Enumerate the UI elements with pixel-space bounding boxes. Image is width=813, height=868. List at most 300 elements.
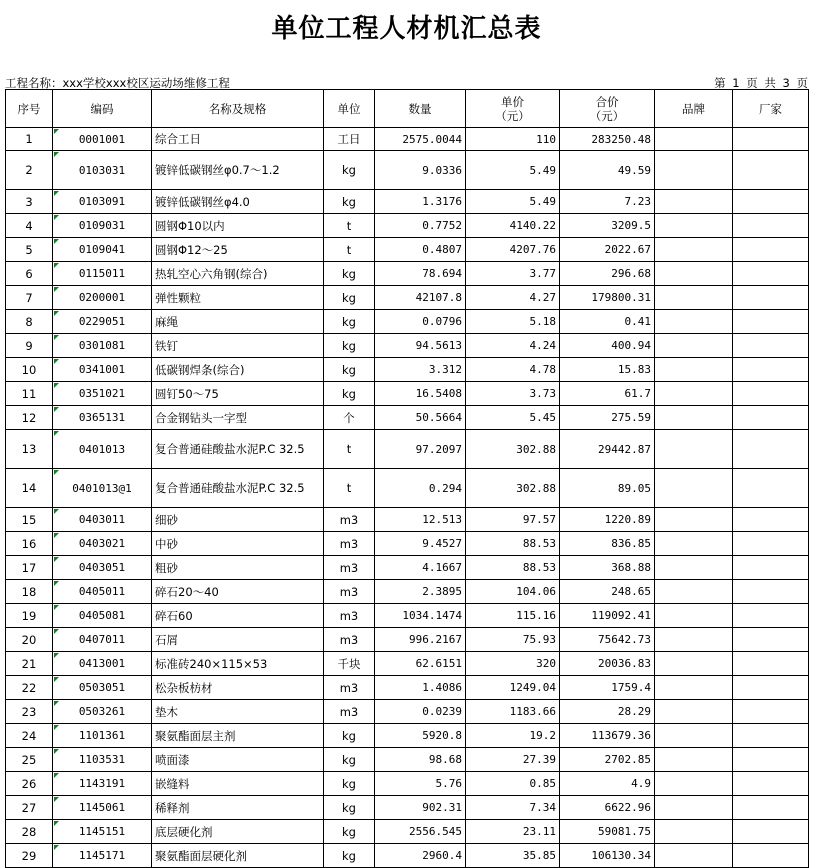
cell-qty: 902.31	[375, 796, 466, 820]
cell-name: 碎石20～40	[152, 580, 324, 604]
cell-brand	[655, 748, 733, 772]
cell-name: 稀释剂	[152, 796, 324, 820]
cell-maker	[733, 262, 809, 286]
cell-code: 0403051	[53, 556, 152, 580]
cell-brand	[655, 334, 733, 358]
cell-code: 0301081	[53, 334, 152, 358]
cell-name: 聚氨酯面层主剂	[152, 724, 324, 748]
cell-unit-price: 5.49	[466, 151, 560, 190]
cell-unit: kg	[324, 796, 375, 820]
cell-unit: kg	[324, 844, 375, 868]
cell-code: 0103031	[53, 151, 152, 190]
cell-name: 嵌缝料	[152, 772, 324, 796]
cell-code: 0407011	[53, 628, 152, 652]
col-header-unit-price: 单价 （元）	[466, 90, 560, 128]
cell-total-price: 296.68	[560, 262, 655, 286]
cell-code: 0503051	[53, 676, 152, 700]
cell-name: 底层硬化剂	[152, 820, 324, 844]
cell-qty: 0.0239	[375, 700, 466, 724]
cell-code: 0405081	[53, 604, 152, 628]
cell-name: 铁钉	[152, 334, 324, 358]
table-row	[6, 382, 809, 406]
cell-name: 细砂	[152, 508, 324, 532]
cell-maker	[733, 238, 809, 262]
cell-unit: m3	[324, 676, 375, 700]
cell-unit: m3	[324, 556, 375, 580]
cell-no: 10	[6, 358, 53, 382]
cell-name: 复合普通硅酸盐水泥P.C 32.5	[152, 430, 324, 469]
cell-unit-price: 110	[466, 128, 560, 151]
cell-unit-price: 75.93	[466, 628, 560, 652]
cell-qty: 50.5664	[375, 406, 466, 430]
cell-brand	[655, 580, 733, 604]
cell-maker	[733, 748, 809, 772]
cell-no: 8	[6, 310, 53, 334]
cell-no: 16	[6, 532, 53, 556]
cell-code: 0200001	[53, 286, 152, 310]
cell-brand	[655, 556, 733, 580]
cell-qty: 9.4527	[375, 532, 466, 556]
cell-no: 14	[6, 469, 53, 508]
table-row	[6, 286, 809, 310]
cell-unit: kg	[324, 772, 375, 796]
table-row	[6, 556, 809, 580]
table-row	[6, 700, 809, 724]
cell-no: 11	[6, 382, 53, 406]
table-row	[6, 469, 809, 508]
cell-unit-price: 5.45	[466, 406, 560, 430]
cell-no: 27	[6, 796, 53, 820]
cell-name: 圆钉50～75	[152, 382, 324, 406]
cell-code: 0503261	[53, 700, 152, 724]
cell-brand	[655, 700, 733, 724]
table-row	[6, 796, 809, 820]
cell-code: 0109031	[53, 214, 152, 238]
cell-code: 1145151	[53, 820, 152, 844]
cell-unit-price: 3.73	[466, 382, 560, 406]
cell-total-price: 61.7	[560, 382, 655, 406]
cell-total-price: 113679.36	[560, 724, 655, 748]
cell-no: 23	[6, 700, 53, 724]
cell-total-price: 7.23	[560, 190, 655, 214]
cell-total-price: 106130.34	[560, 844, 655, 868]
cell-name: 石屑	[152, 628, 324, 652]
cell-total-price: 59081.75	[560, 820, 655, 844]
cell-total-price: 368.88	[560, 556, 655, 580]
table-row	[6, 748, 809, 772]
cell-maker	[733, 700, 809, 724]
cell-maker	[733, 214, 809, 238]
cell-qty: 1.3176	[375, 190, 466, 214]
table-row	[6, 262, 809, 286]
cell-unit-price: 115.16	[466, 604, 560, 628]
report-info-bar	[5, 75, 808, 89]
cell-qty: 98.68	[375, 748, 466, 772]
cell-no: 20	[6, 628, 53, 652]
cell-qty: 4.1667	[375, 556, 466, 580]
cell-maker	[733, 628, 809, 652]
cell-brand	[655, 430, 733, 469]
cell-unit-price: 4.27	[466, 286, 560, 310]
cell-no: 21	[6, 652, 53, 676]
cell-total-price: 275.59	[560, 406, 655, 430]
cell-qty: 2960.4	[375, 844, 466, 868]
cell-total-price: 400.94	[560, 334, 655, 358]
cell-no: 2	[6, 151, 53, 190]
col-header-code: 编码	[53, 90, 152, 128]
cell-brand	[655, 310, 733, 334]
cell-unit: t	[324, 214, 375, 238]
table-row	[6, 604, 809, 628]
cell-code: 0103091	[53, 190, 152, 214]
cell-maker	[733, 358, 809, 382]
cell-brand	[655, 772, 733, 796]
cell-unit: 个	[324, 406, 375, 430]
cell-name: 圆钢Φ12～25	[152, 238, 324, 262]
cell-unit: kg	[324, 334, 375, 358]
cell-name: 中砂	[152, 532, 324, 556]
cell-name: 标准砖240×115×53	[152, 652, 324, 676]
cell-qty: 97.2097	[375, 430, 466, 469]
cell-brand	[655, 382, 733, 406]
cell-brand	[655, 724, 733, 748]
table-row	[6, 334, 809, 358]
cell-maker	[733, 508, 809, 532]
cell-code: 0001001	[53, 128, 152, 151]
cell-qty: 5920.8	[375, 724, 466, 748]
cell-qty: 1034.1474	[375, 604, 466, 628]
cell-unit-price: 5.18	[466, 310, 560, 334]
table-row	[6, 310, 809, 334]
cell-no: 28	[6, 820, 53, 844]
cell-unit: kg	[324, 310, 375, 334]
cell-total-price: 248.65	[560, 580, 655, 604]
table-row	[6, 128, 809, 151]
cell-name: 低碳钢焊条(综合)	[152, 358, 324, 382]
cell-unit: kg	[324, 382, 375, 406]
table-row	[6, 508, 809, 532]
cell-no: 3	[6, 190, 53, 214]
cell-brand	[655, 128, 733, 151]
cell-name: 热轧空心六角钢(综合)	[152, 262, 324, 286]
cell-no: 7	[6, 286, 53, 310]
cell-unit-price: 1183.66	[466, 700, 560, 724]
cell-brand	[655, 214, 733, 238]
cell-unit: kg	[324, 286, 375, 310]
cell-maker	[733, 796, 809, 820]
cell-brand	[655, 238, 733, 262]
table-row	[6, 772, 809, 796]
cell-unit-price: 88.53	[466, 556, 560, 580]
cell-unit: m3	[324, 532, 375, 556]
cell-unit: m3	[324, 604, 375, 628]
cell-qty: 62.6151	[375, 652, 466, 676]
cell-brand	[655, 820, 733, 844]
cell-unit: t	[324, 430, 375, 469]
cell-qty: 16.5408	[375, 382, 466, 406]
cell-brand	[655, 604, 733, 628]
table-row	[6, 190, 809, 214]
cell-code: 1143191	[53, 772, 152, 796]
cell-brand	[655, 628, 733, 652]
table-row	[6, 406, 809, 430]
cell-no: 18	[6, 580, 53, 604]
cell-name: 综合工日	[152, 128, 324, 151]
cell-no: 22	[6, 676, 53, 700]
cell-maker	[733, 469, 809, 508]
cell-unit-price: 4207.76	[466, 238, 560, 262]
cell-unit-price: 3.77	[466, 262, 560, 286]
cell-maker	[733, 286, 809, 310]
col-header-total-price: 合价 （元）	[560, 90, 655, 128]
cell-maker	[733, 724, 809, 748]
cell-qty: 78.694	[375, 262, 466, 286]
table-row	[6, 724, 809, 748]
cell-name: 合金钢钻头一字型	[152, 406, 324, 430]
cell-unit: m3	[324, 628, 375, 652]
cell-no: 12	[6, 406, 53, 430]
table-row	[6, 844, 809, 868]
table-row	[6, 532, 809, 556]
table-row	[6, 238, 809, 262]
cell-brand	[655, 844, 733, 868]
col-header-qty: 数量	[375, 90, 466, 128]
cell-code: 0401013	[53, 430, 152, 469]
cell-unit: kg	[324, 190, 375, 214]
cell-brand	[655, 358, 733, 382]
cell-total-price: 3209.5	[560, 214, 655, 238]
cell-brand	[655, 151, 733, 190]
cell-maker	[733, 820, 809, 844]
cell-unit-price: 302.88	[466, 430, 560, 469]
cell-total-price: 2702.85	[560, 748, 655, 772]
cell-code: 0341001	[53, 358, 152, 382]
cell-unit: 千块	[324, 652, 375, 676]
cell-unit-price: 1249.04	[466, 676, 560, 700]
cell-name: 弹性颗粒	[152, 286, 324, 310]
cell-maker	[733, 190, 809, 214]
col-header-unit: 单位	[324, 90, 375, 128]
table-row	[6, 628, 809, 652]
cell-brand	[655, 469, 733, 508]
cell-maker	[733, 604, 809, 628]
cell-unit-price: 88.53	[466, 532, 560, 556]
table-header-row	[6, 90, 809, 128]
cell-unit-price: 4.78	[466, 358, 560, 382]
cell-brand	[655, 262, 733, 286]
cell-brand	[655, 652, 733, 676]
col-header-brand: 品牌	[655, 90, 733, 128]
cell-no: 29	[6, 844, 53, 868]
cell-no: 5	[6, 238, 53, 262]
table-row	[6, 820, 809, 844]
cell-code: 0403021	[53, 532, 152, 556]
cell-qty: 2575.0044	[375, 128, 466, 151]
cell-maker	[733, 430, 809, 469]
cell-brand	[655, 532, 733, 556]
cell-no: 4	[6, 214, 53, 238]
cell-qty: 0.294	[375, 469, 466, 508]
cell-no: 26	[6, 772, 53, 796]
cell-qty: 94.5613	[375, 334, 466, 358]
cell-code: 0401013@1	[53, 469, 152, 508]
cell-total-price: 1220.89	[560, 508, 655, 532]
cell-unit-price: 19.2	[466, 724, 560, 748]
project-name: 工程名称：xxx学校xxx校区运动场维修工程	[5, 76, 230, 90]
cell-code: 0351021	[53, 382, 152, 406]
cell-brand	[655, 508, 733, 532]
col-header-name: 名称及规格	[152, 90, 324, 128]
cell-unit: kg	[324, 820, 375, 844]
cell-no: 19	[6, 604, 53, 628]
cell-total-price: 6622.96	[560, 796, 655, 820]
cell-unit: 工日	[324, 128, 375, 151]
cell-total-price: 283250.48	[560, 128, 655, 151]
cell-qty: 5.76	[375, 772, 466, 796]
cell-maker	[733, 532, 809, 556]
cell-total-price: 0.41	[560, 310, 655, 334]
cell-name: 镀锌低碳钢丝φ4.0	[152, 190, 324, 214]
table-row	[6, 358, 809, 382]
cell-maker	[733, 151, 809, 190]
cell-code: 0403011	[53, 508, 152, 532]
cell-qty: 3.312	[375, 358, 466, 382]
cell-unit: kg	[324, 724, 375, 748]
cell-name: 喷面漆	[152, 748, 324, 772]
table-row	[6, 676, 809, 700]
cell-total-price: 1759.4	[560, 676, 655, 700]
cell-total-price: 20036.83	[560, 652, 655, 676]
cell-total-price: 836.85	[560, 532, 655, 556]
cell-unit: t	[324, 238, 375, 262]
cell-code: 0109041	[53, 238, 152, 262]
cell-code: 0365131	[53, 406, 152, 430]
cell-unit-price: 320	[466, 652, 560, 676]
cell-unit: m3	[324, 580, 375, 604]
cell-unit: kg	[324, 262, 375, 286]
cell-unit: t	[324, 469, 375, 508]
materials-summary-table	[5, 89, 809, 868]
cell-unit: m3	[324, 508, 375, 532]
cell-no: 17	[6, 556, 53, 580]
cell-code: 0115011	[53, 262, 152, 286]
cell-code: 1145171	[53, 844, 152, 868]
cell-name: 镀锌低碳钢丝φ0.7～1.2	[152, 151, 324, 190]
cell-unit-price: 7.34	[466, 796, 560, 820]
cell-qty: 42107.8	[375, 286, 466, 310]
cell-unit: m3	[324, 700, 375, 724]
page-indicator: 第 1 页 共 3 页	[714, 76, 808, 90]
cell-maker	[733, 772, 809, 796]
cell-unit-price: 0.85	[466, 772, 560, 796]
cell-name: 松杂板枋材	[152, 676, 324, 700]
cell-unit-price: 35.85	[466, 844, 560, 868]
cell-code: 0229051	[53, 310, 152, 334]
cell-total-price: 28.29	[560, 700, 655, 724]
cell-unit-price: 302.88	[466, 469, 560, 508]
cell-unit: kg	[324, 358, 375, 382]
cell-unit: kg	[324, 151, 375, 190]
cell-no: 9	[6, 334, 53, 358]
cell-no: 15	[6, 508, 53, 532]
cell-maker	[733, 128, 809, 151]
cell-maker	[733, 382, 809, 406]
cell-unit-price: 4140.22	[466, 214, 560, 238]
cell-no: 13	[6, 430, 53, 469]
cell-unit-price: 97.57	[466, 508, 560, 532]
col-header-maker: 厂家	[733, 90, 809, 128]
cell-qty: 0.7752	[375, 214, 466, 238]
cell-total-price: 75642.73	[560, 628, 655, 652]
cell-brand	[655, 286, 733, 310]
cell-code: 1101361	[53, 724, 152, 748]
cell-maker	[733, 334, 809, 358]
table-row	[6, 580, 809, 604]
cell-brand	[655, 190, 733, 214]
table-row	[6, 214, 809, 238]
cell-name: 复合普通硅酸盐水泥P.C 32.5	[152, 469, 324, 508]
cell-maker	[733, 556, 809, 580]
cell-name: 圆钢Φ10以内	[152, 214, 324, 238]
cell-name: 粗砂	[152, 556, 324, 580]
cell-code: 0413001	[53, 652, 152, 676]
cell-name: 麻绳	[152, 310, 324, 334]
cell-total-price: 119092.41	[560, 604, 655, 628]
cell-qty: 12.513	[375, 508, 466, 532]
cell-no: 1	[6, 128, 53, 151]
cell-code: 1145061	[53, 796, 152, 820]
col-header-no: 序号	[6, 90, 53, 128]
cell-qty: 0.4807	[375, 238, 466, 262]
cell-maker	[733, 406, 809, 430]
cell-unit-price: 5.49	[466, 190, 560, 214]
cell-qty: 2556.545	[375, 820, 466, 844]
report-title: 单位工程人材机汇总表	[271, 14, 542, 44]
cell-unit: kg	[324, 748, 375, 772]
cell-qty: 0.0796	[375, 310, 466, 334]
cell-brand	[655, 796, 733, 820]
table-row	[6, 652, 809, 676]
cell-name: 垫木	[152, 700, 324, 724]
cell-code: 0405011	[53, 580, 152, 604]
cell-total-price: 15.83	[560, 358, 655, 382]
cell-unit-price: 23.11	[466, 820, 560, 844]
cell-no: 24	[6, 724, 53, 748]
cell-total-price: 89.05	[560, 469, 655, 508]
cell-brand	[655, 676, 733, 700]
cell-total-price: 179800.31	[560, 286, 655, 310]
cell-unit-price: 27.39	[466, 748, 560, 772]
cell-no: 6	[6, 262, 53, 286]
cell-brand	[655, 406, 733, 430]
table-row	[6, 151, 809, 190]
cell-unit-price: 104.06	[466, 580, 560, 604]
cell-code: 1103531	[53, 748, 152, 772]
cell-qty: 1.4086	[375, 676, 466, 700]
cell-maker	[733, 652, 809, 676]
cell-total-price: 29442.87	[560, 430, 655, 469]
cell-name: 聚氨酯面层硬化剂	[152, 844, 324, 868]
cell-maker	[733, 310, 809, 334]
cell-qty: 2.3895	[375, 580, 466, 604]
cell-maker	[733, 844, 809, 868]
cell-maker	[733, 580, 809, 604]
cell-name: 碎石60	[152, 604, 324, 628]
cell-maker	[733, 676, 809, 700]
cell-unit-price: 4.24	[466, 334, 560, 358]
table-row	[6, 430, 809, 469]
cell-qty: 996.2167	[375, 628, 466, 652]
